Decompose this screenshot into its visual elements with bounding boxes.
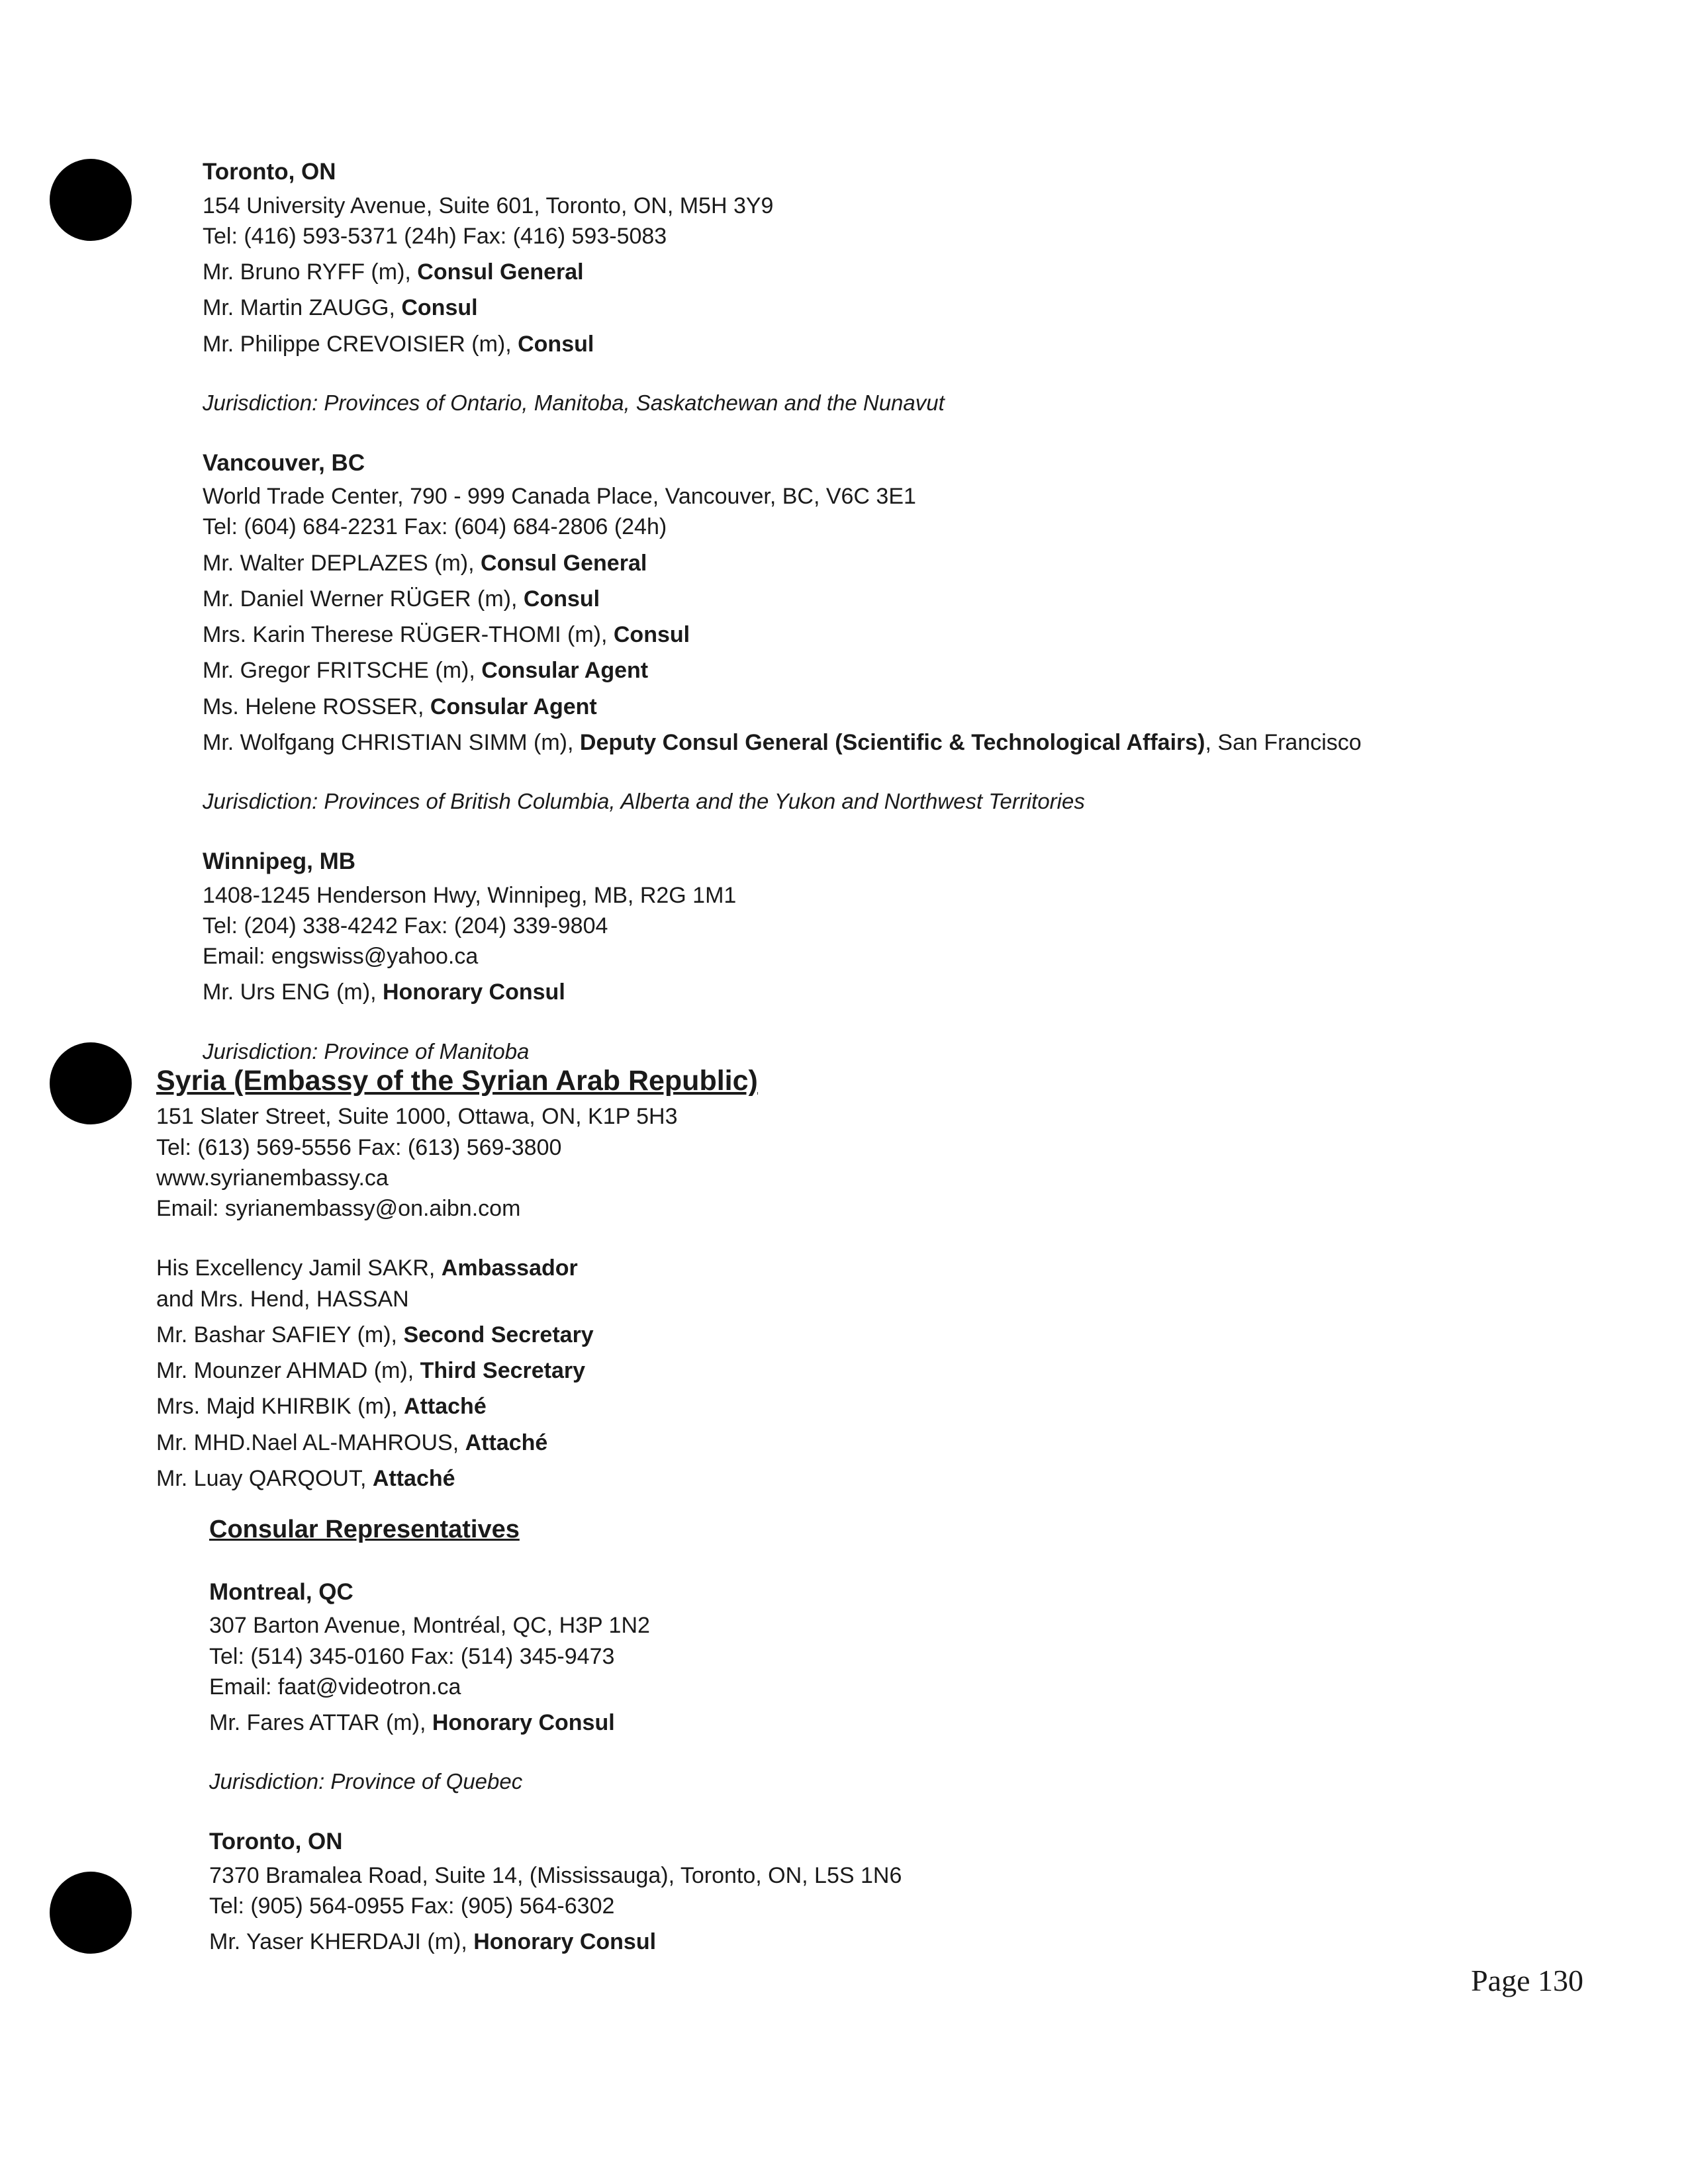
staff-entry: Mr. Mounzer AHMAD (m), Third Secretary xyxy=(156,1358,586,1384)
staff-entry: Mr. Philippe CREVOISIER (m), Consul xyxy=(203,331,594,357)
location-heading: Montreal, QC xyxy=(209,1578,353,1605)
phone-fax: Tel: (514) 345-0160 Fax: (514) 345-9473 xyxy=(209,1643,615,1669)
staff-entry: Mr. Daniel Werner RÜGER (m), Consul xyxy=(203,586,600,612)
phone-fax: Tel: (416) 593-5371 (24h) Fax: (416) 593-5083 xyxy=(203,223,667,249)
staff-entry: Mrs. Karin Therese RÜGER-THOMI (m), Consul xyxy=(203,622,690,648)
staff-entry: Mrs. Majd KHIRBIK (m), Attaché xyxy=(156,1394,487,1420)
jurisdiction-note: Jurisdiction: Province of Quebec xyxy=(209,1769,523,1794)
staff-entry: Ms. Helene ROSSER, Consular Agent xyxy=(203,694,597,719)
address: 154 University Avenue, Suite 601, Toronto, ON, M5H 3Y9 xyxy=(203,193,774,218)
ambassador-spouse: and Mrs. Hend, HASSAN xyxy=(156,1286,409,1312)
punch-hole xyxy=(50,1042,132,1124)
email: Email: engswiss@yahoo.ca xyxy=(203,944,479,970)
jurisdiction-note: Jurisdiction: Provinces of British Columbia, Alberta and the Yukon and Northwest Territories xyxy=(203,789,1085,814)
staff-entry: Mr. Bruno RYFF (m), Consul General xyxy=(203,259,584,285)
email: Email: syrianembassy@on.aibn.com xyxy=(156,1196,521,1222)
location-heading: Winnipeg, MB xyxy=(203,848,356,874)
syria-embassy-section xyxy=(156,1062,758,1494)
address: 7370 Bramalea Road, Suite 14, (Mississauga), Toronto, ON, L5S 1N6 xyxy=(209,1862,902,1888)
website: www.syrianembassy.ca xyxy=(156,1165,389,1191)
location-heading: Toronto, ON xyxy=(209,1829,343,1855)
staff-entry: Mr. MHD.Nael AL-MAHROUS, Attaché xyxy=(156,1430,548,1455)
punch-hole xyxy=(50,1872,132,1954)
page-number: Page 130 xyxy=(1471,1964,1583,1997)
ambassador-entry: His Excellency Jamil SAKR, Ambassador xyxy=(156,1255,578,1281)
phone-fax: Tel: (905) 564-0955 Fax: (905) 564-6302 xyxy=(209,1893,615,1919)
staff-entry: Mr. Martin ZAUGG, Consul xyxy=(203,295,478,321)
staff-entry: Mr. Fares ATTAR (m), Honorary Consul xyxy=(209,1709,615,1735)
staff-entry: Mr. Walter DEPLAZES (m), Consul General xyxy=(203,550,647,576)
email: Email: faat@videotron.ca xyxy=(209,1674,461,1700)
jurisdiction-note: Jurisdiction: Provinces of Ontario, Manitoba, Saskatchewan and the Nunavut xyxy=(203,390,945,415)
syria-consular-section xyxy=(209,1513,902,1957)
staff-entry: Mr. Urs ENG (m), Honorary Consul xyxy=(203,979,565,1005)
address: World Trade Center, 790 - 999 Canada Place, Vancouver, BC, V6C 3E1 xyxy=(203,484,916,510)
location-heading: Vancouver, BC xyxy=(203,449,365,476)
phone-fax: Tel: (604) 684-2231 Fax: (604) 684-2806 (24h) xyxy=(203,514,667,540)
staff-entry: Mr. Gregor FRITSCHE (m), Consular Agent xyxy=(203,658,649,684)
address: 151 Slater Street, Suite 1000, Ottawa, ON, K1P 5H3 xyxy=(156,1104,678,1130)
phone-fax: Tel: (204) 338-4242 Fax: (204) 339-9804 xyxy=(203,913,608,938)
staff-entry: Mr. Wolfgang CHRISTIAN SIMM (m), Deputy Consul General (Scientific & Technological Affairs), San Francisco xyxy=(203,729,1362,755)
address: 1408-1245 Henderson Hwy, Winnipeg, MB, R2G 1M1 xyxy=(203,882,737,908)
jurisdiction-note: Jurisdiction: Province of Manitoba xyxy=(203,1038,530,1064)
consular-heading: Consular Representatives xyxy=(209,1516,520,1543)
staff-entry: Mr. Bashar SAFIEY (m), Second Secretary xyxy=(156,1322,594,1347)
staff-entry: Mr. Yaser KHERDAJI (m), Honorary Consul xyxy=(209,1929,657,1955)
address: 307 Barton Avenue, Montréal, QC, H3P 1N2 xyxy=(209,1613,650,1639)
staff-entry: Mr. Luay QARQOUT, Attaché xyxy=(156,1465,455,1491)
location-heading: Toronto, ON xyxy=(203,159,336,185)
punch-hole xyxy=(50,159,132,241)
swiss-consular-section xyxy=(203,156,1362,1066)
country-heading: Syria (Embassy of the Syrian Arab Republic) xyxy=(156,1065,758,1097)
phone-fax: Tel: (613) 569-5556 Fax: (613) 569-3800 xyxy=(156,1134,562,1160)
